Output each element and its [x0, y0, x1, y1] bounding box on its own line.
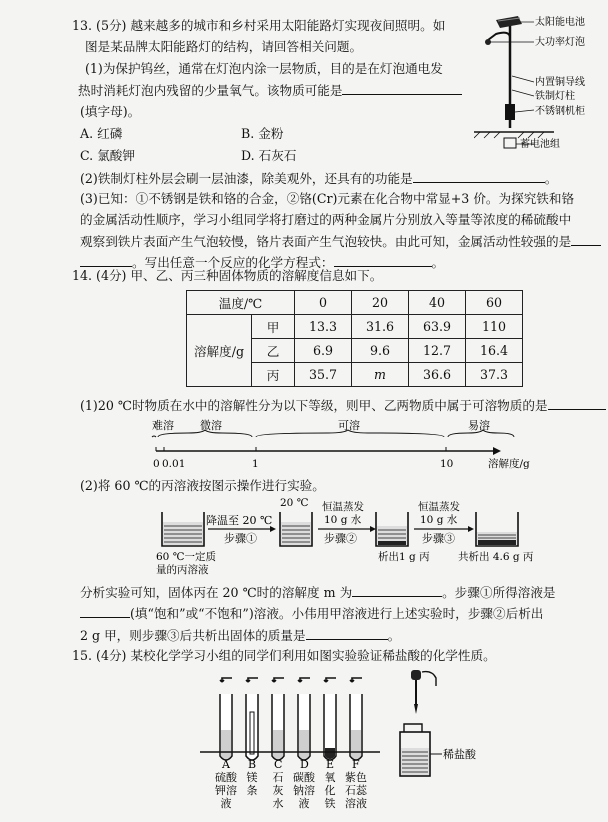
ground-hatch — [474, 132, 544, 138]
scale-tick: 0 — [153, 458, 160, 470]
step-2-condition: 恒温蒸发 — [322, 501, 364, 513]
tube-label: 化 — [324, 784, 336, 797]
q13-line-9-text: 观察到铁片表面产生气泡较慢，铬片表面产生气泡较快。由此可知，金属活动性较强的是 — [80, 234, 572, 249]
scale-label: 微溶 — [200, 419, 222, 432]
table-cell: 乙 — [252, 339, 295, 363]
tube-label: 灰 — [272, 784, 284, 797]
q14-part-4-text: (填“饱和”或“不饱和”)溶液。小伟用甲溶液进行上述实验时，步骤②后析出 — [130, 606, 544, 621]
table-cell: 31.6 — [352, 315, 409, 339]
answer-blank[interactable] — [571, 233, 601, 246]
start-caption: 60 ℃一定质 — [156, 551, 216, 563]
beaker-icon — [376, 512, 408, 546]
q13-line-7: (3)已知：①不锈钢是铁和铬的合金，②铬(Cr)元素在化合物中常显+3 价。为探究铁和铬 — [80, 191, 575, 206]
tube-contents — [351, 730, 361, 759]
scale-tick: 1 — [252, 458, 259, 470]
step-3-condition: 恒温蒸发 — [418, 501, 460, 513]
q13-option-b: B. 金粉 — [241, 126, 284, 141]
q14-part-2: (2)将 60 ℃的丙溶液按图示操作进行实验。 — [80, 478, 325, 493]
q13-line-3: (1)为保护钨丝，通常在灯泡内涂一层物质，目的是在灯泡通电发 — [85, 61, 443, 76]
table-cell: 35.7 — [295, 363, 352, 387]
drop-arrow-icon — [246, 678, 258, 682]
drop-arrow-icon — [220, 678, 232, 682]
answer-blank[interactable] — [80, 605, 130, 618]
q13-line-4 — [78, 82, 462, 99]
scale-unit: 溶解度/g — [488, 458, 530, 470]
scale-arrow — [493, 447, 501, 455]
q15-line-1: 15. (4分) 某校化学学习小组的同学们利用如图实验验证稀盐酸的化学性质。 — [72, 648, 496, 663]
arrow-icon — [468, 526, 474, 532]
fig-label-copper-wire: 内置铜导线 — [535, 77, 585, 88]
table-header-cell: 温度/℃ — [187, 291, 295, 315]
table-cell: 12.7 — [409, 339, 466, 363]
tube-letter: A — [222, 758, 230, 771]
beaker-4-caption: 共析出 4.6 g 丙 — [458, 551, 534, 563]
step-2-label: 步骤② — [324, 532, 357, 545]
tube-label: 紫色 — [345, 771, 367, 784]
test-tube-experiment-figure — [200, 668, 600, 822]
table-cell: 36.6 — [409, 363, 466, 387]
q14-part-1-text: (1)20 ℃时物质在水中的溶解性分为以下等级，则甲、乙两物质中属于可溶物质的是 — [80, 398, 548, 413]
q13-option-a: A. 红磷 — [80, 126, 123, 141]
tube-contents — [250, 712, 254, 754]
q14-part-3-text-b: 。步骤①所得溶液是 — [442, 585, 556, 600]
scale-label: 易溶 — [468, 419, 490, 432]
solubility-scale — [148, 415, 548, 473]
test-tube — [345, 678, 368, 810]
table-cell: 110 — [466, 315, 523, 339]
tube-label: 石蕊 — [345, 784, 367, 797]
answer-blank[interactable] — [306, 627, 388, 640]
tube-label: 镁 — [246, 771, 258, 784]
test-tube — [215, 678, 238, 810]
scale-braces — [152, 430, 514, 437]
q13-line-5: (填字母)。 — [80, 104, 141, 119]
answer-blank[interactable] — [342, 82, 462, 95]
solubility-table — [186, 290, 523, 387]
q14-part-3-text: 分析实验可知，固体丙在 20 ℃时的溶解度 m 为 — [80, 585, 353, 600]
tube-label: 条 — [246, 784, 258, 797]
tube-label: 石 — [272, 771, 284, 784]
scale-tick: 10 — [440, 458, 454, 470]
test-tube — [324, 678, 336, 810]
fig-label-battery: 蓄电池组 — [520, 139, 560, 150]
battery-icon — [504, 138, 516, 148]
test-tube — [246, 678, 258, 797]
fig-label-cabinet: 不锈钢机柜 — [535, 106, 585, 117]
test-tube — [293, 678, 316, 810]
drop-arrow-icon — [324, 678, 336, 682]
tube-label: 钠溶 — [293, 784, 315, 797]
tube-letter: B — [248, 758, 257, 771]
step-2-condition: 10 g 水 — [324, 514, 362, 526]
start-caption: 量的丙溶液 — [156, 564, 209, 576]
table-cell: 16.4 — [466, 339, 523, 363]
q14-part-5-end: 。 — [387, 628, 401, 643]
q13-line-4-text: 热时消耗灯泡内残留的少量氧气。该物质可能是 — [78, 83, 343, 98]
beaker-icon — [280, 512, 312, 546]
table-cell: m — [352, 363, 409, 387]
q13-line-10-end: 。 — [431, 255, 445, 270]
tube-contents — [273, 730, 283, 759]
q14-part-4 — [80, 605, 543, 622]
tube-label: 水 — [272, 797, 284, 810]
table-row — [187, 315, 523, 339]
beaker-icon — [476, 512, 518, 546]
beaker-icon — [162, 512, 204, 546]
arrow-icon — [370, 526, 376, 532]
q13-option-c: C. 氯酸钾 — [80, 148, 135, 163]
test-tube — [272, 678, 284, 810]
tube-letter: D — [300, 758, 309, 771]
tube-letter: E — [326, 758, 335, 771]
answer-blank[interactable] — [334, 254, 432, 267]
table-header-row — [187, 291, 523, 315]
answer-blank[interactable] — [413, 170, 545, 183]
q13-line-6-end: 。 — [544, 171, 558, 186]
step-1-label: 步骤① — [224, 532, 257, 545]
tube-letter: C — [274, 758, 283, 771]
step-3-label: 步骤③ — [422, 532, 455, 545]
drop-arrow-icon — [298, 678, 310, 682]
q13-line-6 — [80, 170, 557, 187]
table-header-cell: 0 — [295, 291, 352, 315]
table-cell: 9.6 — [352, 339, 409, 363]
solar-street-lamp-figure — [474, 8, 608, 158]
tube-label: 液 — [298, 797, 310, 810]
table-cell: 甲 — [252, 315, 295, 339]
table-cell: 6.9 — [295, 339, 352, 363]
table-cell: 13.3 — [295, 315, 352, 339]
answer-blank[interactable] — [80, 254, 132, 267]
q14-line-1: 14. (4分) 甲、乙、丙三种固体物质的溶解度信息如下。 — [72, 268, 383, 283]
q14-part-5 — [80, 627, 400, 644]
q14-part-3 — [80, 584, 556, 601]
tube-contents — [221, 730, 231, 759]
q13-line-8: 的金属活动性顺序，学习小组同学将打磨过的两种金属片分别放入等量等浓度的稀硫酸中 — [80, 212, 572, 227]
fig-label-iron-pole: 铁制灯柱 — [535, 91, 575, 102]
answer-blank[interactable] — [548, 397, 606, 410]
fig-label-bulb: 大功率灯泡 — [535, 37, 585, 48]
dropper-icon — [411, 670, 436, 714]
q13-line-1: 13. (5分) 越来越多的城市和乡村采用太阳能路灯实现夜间照明。如 — [72, 18, 446, 33]
q13-line-10-text: 。写出任意一个反应的化学方程式： — [132, 255, 334, 270]
table-cell: 37.3 — [466, 363, 523, 387]
q13-line-6-text: (2)铁制灯柱外层会刷一层油漆，除美观外，还具有的功能是 — [80, 171, 413, 186]
drop-arrow-icon — [350, 678, 362, 682]
tube-contents — [299, 730, 309, 759]
q14-part-1 — [80, 397, 606, 414]
q13-line-9 — [80, 233, 601, 250]
scale-label: 难溶 — [152, 419, 174, 432]
beaker-2-temp: 20 ℃ — [280, 497, 309, 509]
tube-label: 铁 — [324, 797, 336, 810]
scale-tick: 0.01 — [162, 458, 186, 470]
tube-label: 钾溶 — [215, 784, 237, 797]
reagent-bottle-icon — [400, 724, 430, 776]
table-header-cell: 40 — [409, 291, 466, 315]
tube-label: 硫酸 — [215, 771, 237, 784]
acid-label: 稀盐酸 — [443, 748, 476, 761]
q13-option-d: D. 石灰石 — [241, 148, 297, 163]
step-1-condition: 降温至 20 ℃ — [206, 514, 273, 527]
scale-label: 可溶 — [338, 419, 360, 432]
cabinet-icon — [505, 104, 515, 120]
lamp-arm — [488, 33, 510, 40]
tube-label: 氧 — [324, 771, 336, 784]
answer-blank[interactable] — [352, 584, 442, 597]
beaker-3-caption: 析出1 g 丙 — [378, 551, 430, 563]
table-cell: 63.9 — [409, 315, 466, 339]
tube-label: 溶液 — [345, 797, 367, 810]
table-header-cell: 20 — [352, 291, 409, 315]
tube-letter: F — [352, 758, 360, 771]
test-tube-rack — [215, 678, 368, 810]
drop-arrow-icon — [272, 678, 284, 682]
arrow-icon — [270, 526, 276, 532]
tube-label: 碳酸 — [293, 771, 315, 784]
q13-line-2: 图是某品牌太阳能路灯的结构，请回答相关问题。 — [85, 39, 363, 54]
step-3-condition: 10 g 水 — [420, 514, 458, 526]
table-cell: 丙 — [252, 363, 295, 387]
fig-label-solar-cell: 太阳能电池 — [535, 17, 585, 28]
crystallization-steps-diagram — [148, 496, 568, 576]
table-row-label: 溶解度/g — [187, 315, 252, 387]
tube-label: 液 — [220, 797, 232, 810]
q14-part-5-text: 2 g 甲，则步骤③后共析出固体的质量是 — [80, 628, 306, 643]
table-header-cell: 60 — [466, 291, 523, 315]
